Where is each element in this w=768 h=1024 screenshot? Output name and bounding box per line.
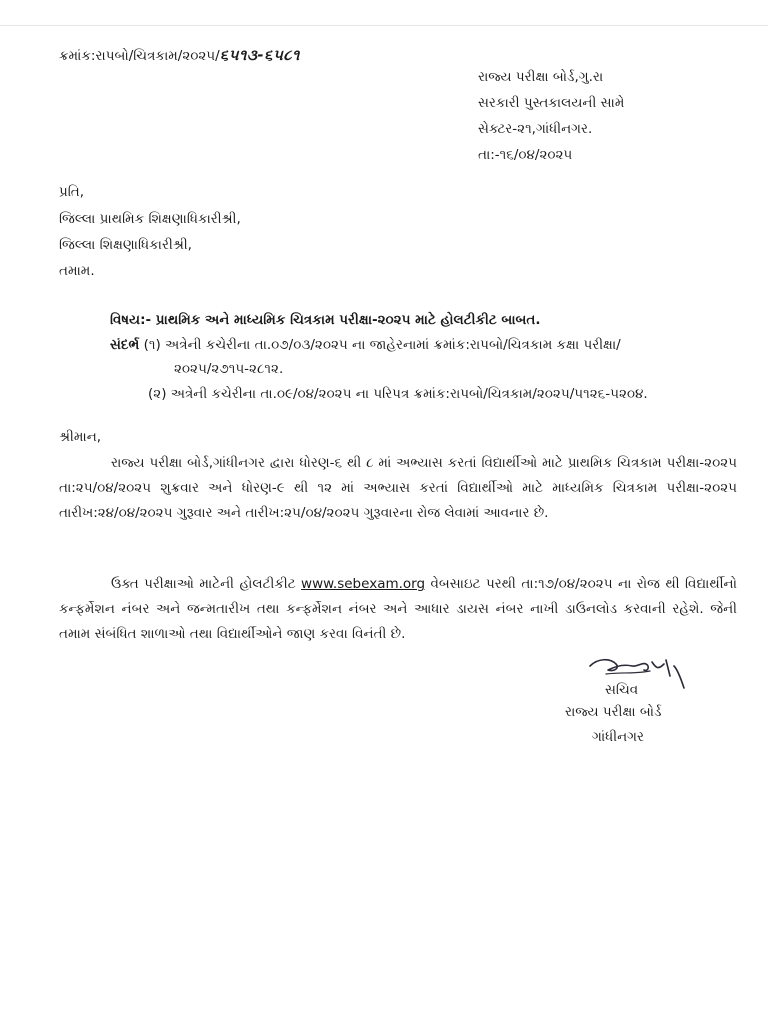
office-address-line: સરકારી પુસ્તકાલયની સામે: [478, 95, 625, 111]
signatory-organization: રાજ્ય પરીક્ષા બોર્ડ: [565, 704, 662, 720]
recipient-line: જિલ્લા શિક્ષણાધિકારીશ્રી,: [59, 237, 192, 253]
recipient-line: જિલ્લા પ્રાથમિક શિક્ષણાધિકારીશ્રી,: [59, 211, 241, 227]
subject-label: વિષય:-: [110, 312, 152, 328]
subject-line: [110, 311, 540, 329]
letter-date: તા:-૧૬/૦૪/૨૦૨૫: [478, 147, 573, 163]
body-paragraph-2: [59, 572, 737, 647]
handwritten-reference-number: ૬૫૧૩-૬૫૮૧: [219, 46, 300, 64]
office-name: રાજ્ય પરીક્ષા બોર્ડ,ગુ.રા: [478, 69, 604, 85]
website-link[interactable]: www.sebexam.org: [301, 576, 426, 592]
reference-1-line-2: ૨૦૨૫/૨૭૧૫-૨૮૧૨.: [174, 361, 284, 377]
reference-1-line-1: (૧) અત્રેની કચેરીના તા.૦૭/૦૩/૨૦૨૫ ના જાહેરનામાં ક્રમાંક:રાપબો/ચિત્રકામ કક્ષા પરીક્ષા/: [143, 337, 621, 353]
reference-number-label: ક્રમાંક:રાપબો/ચિત્રકામ/૨૦૨૫/: [59, 48, 220, 64]
body-paragraph-2-after: વેબસાઇટ પરથી તા:૧૭/૦૪/૨૦૨૫ ના રોજ થી વિદ્યાર્થીનો કન્ફર્મેશન નંબર અને જન્મતારીખ તથા કન્ફર્મેશન નંબર અને આધાર ડાયસ નંબર નાખી ડાઉનલોડ કરવાની રહેશે. જેની તમામ સંબંધિત શાળાઓ તથા વિદ્યાર્થીઓને જાણ કરવા વિનંતી છે.: [59, 576, 737, 642]
reference-1: [110, 336, 621, 354]
body-paragraph-1: [59, 451, 737, 526]
salutation: શ્રીમાન,: [59, 429, 102, 445]
top-divider: [0, 25, 768, 26]
reference-2: (૨) અત્રેની કચેરીના તા.૦૯/૦૪/૨૦૨૫ ના પરિપત્ર ક્રમાંક:રાપબો/ચિત્રકામ/૨૦૨૫/૫૧૨૬-૫૨૦૪.: [148, 386, 648, 402]
recipient-line: તમામ.: [59, 263, 95, 279]
body-paragraph-1-text: રાજ્ય પરીક્ષા બોર્ડ,ગાંધીનગર દ્વારા ધોરણ-૬ થી ૮ માં અભ્યાસ કરતાં વિદ્યાર્થીઓ માટે પ્રાથમિક ચિત્રકામ પરીક્ષા-૨૦૨૫ તા:૨૫/૦૪/૨૦૨૫ શુક્રવાર અને ધોરણ-૯ થી ૧૨ માં અભ્યાસ કરતાં વિદ્યાર્થીઓ માટે માધ્યમિક ચિત્રકામ પરીક્ષા-૨૦૨૫ તારીખ:૨૪/૦૪/૨૦૨૫ ગુરૂવાર અને તારીખ:૨૫/૦૪/૨૦૨૫ ગુરૂવારના રોજ લેવામાં આવનાર છે.: [59, 455, 737, 521]
signatory-place: ગાંધીનગર: [592, 729, 645, 745]
references-label: સંદર્ભ: [110, 337, 140, 353]
body-paragraph-2-before: ઉક્ત પરીક્ષાઓ માટેની હોલટીકીટ: [111, 576, 296, 592]
prati-label: પ્રતિ,: [59, 184, 85, 200]
signatory-title: સચિવ: [605, 682, 639, 698]
reference-line: [59, 46, 300, 65]
subject-text: પ્રાથમિક અને માધ્યમિક ચિત્રકામ પરીક્ષા-૨૦૨૫ માટે હોલટીકીટ બાબત.: [155, 312, 541, 328]
office-city: સેક્ટર-૨૧,ગાંધીનગર.: [478, 121, 593, 137]
